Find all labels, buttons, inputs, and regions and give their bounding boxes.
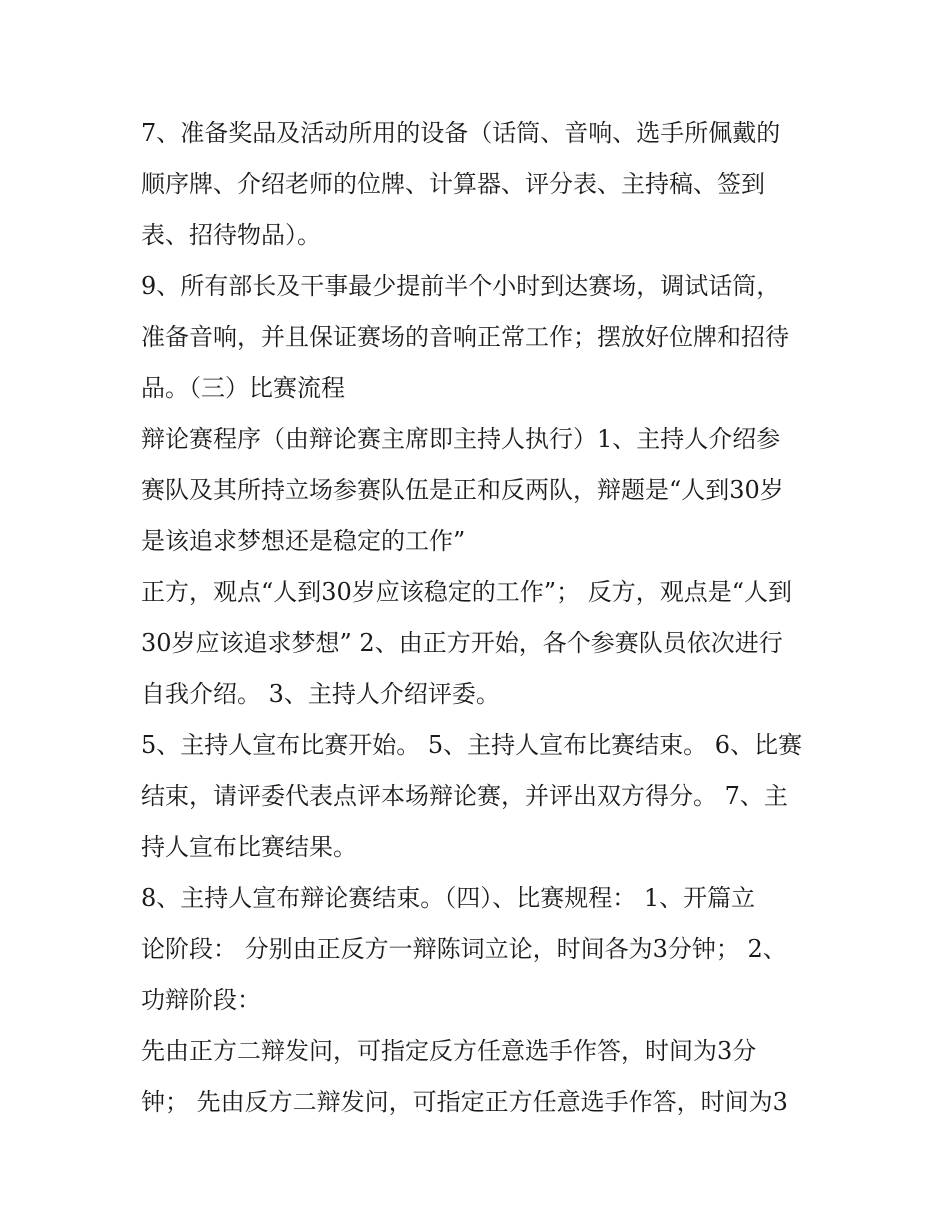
text-line: 持人宣布比赛结果。	[141, 833, 357, 861]
text-line: 辩论赛程序（由辩论赛主席即主持人执行）1、主持人介绍参	[141, 425, 781, 453]
text-line: 结束，请评委代表点评本场辩论赛，并评出双方得分。 7、主	[141, 782, 788, 810]
text-line: 8、主持人宣布辩论赛结束。（四）、比赛规程： 1、开篇立	[141, 884, 756, 912]
text-line: 30岁应该追求梦想” 2、由正方开始，各个参赛队员依次进行	[141, 629, 783, 657]
document-body	[141, 108, 821, 1128]
text-line: 品。（三）比赛流程	[141, 374, 345, 402]
text-line: 是该追求梦想还是稳定的工作”	[141, 527, 466, 555]
text-line: 表、招待物品）。	[141, 221, 321, 249]
text-line: 自我介绍。 3、主持人介绍评委。	[141, 680, 500, 708]
text-line: 正方，观点“人到30岁应该稳定的工作”； 反方，观点是“人到	[141, 578, 792, 606]
text-line: 9、所有部长及干事最少提前半个小时到达赛场，调试话筒，	[141, 272, 781, 300]
text-line: 顺序牌、介绍老师的位牌、计算器、评分表、主持稿、签到	[141, 170, 765, 198]
text-line: 功辩阶段：	[141, 986, 261, 1014]
text-line: 5、主持人宣布比赛开始。 5、主持人宣布比赛结束。 6、比赛	[141, 731, 803, 759]
text-line: 赛队及其所持立场参赛队伍是正和反两队，辩题是“人到30岁	[141, 476, 784, 504]
text-line: 钟； 先由反方二辩发问，可指定正方任意选手作答，时间为3	[141, 1088, 788, 1116]
text-line: 先由正方二辩发问，可指定反方任意选手作答，时间为3分	[141, 1037, 757, 1065]
text-line: 7、准备奖品及活动所用的设备（话筒、音响、选手所佩戴的	[141, 119, 781, 147]
text-line: 准备音响，并且保证赛场的音响正常工作；摆放好位牌和招待	[141, 323, 789, 351]
text-line: 论阶段： 分别由正反方一辩陈词立论，时间各为3分钟； 2、	[141, 935, 787, 963]
